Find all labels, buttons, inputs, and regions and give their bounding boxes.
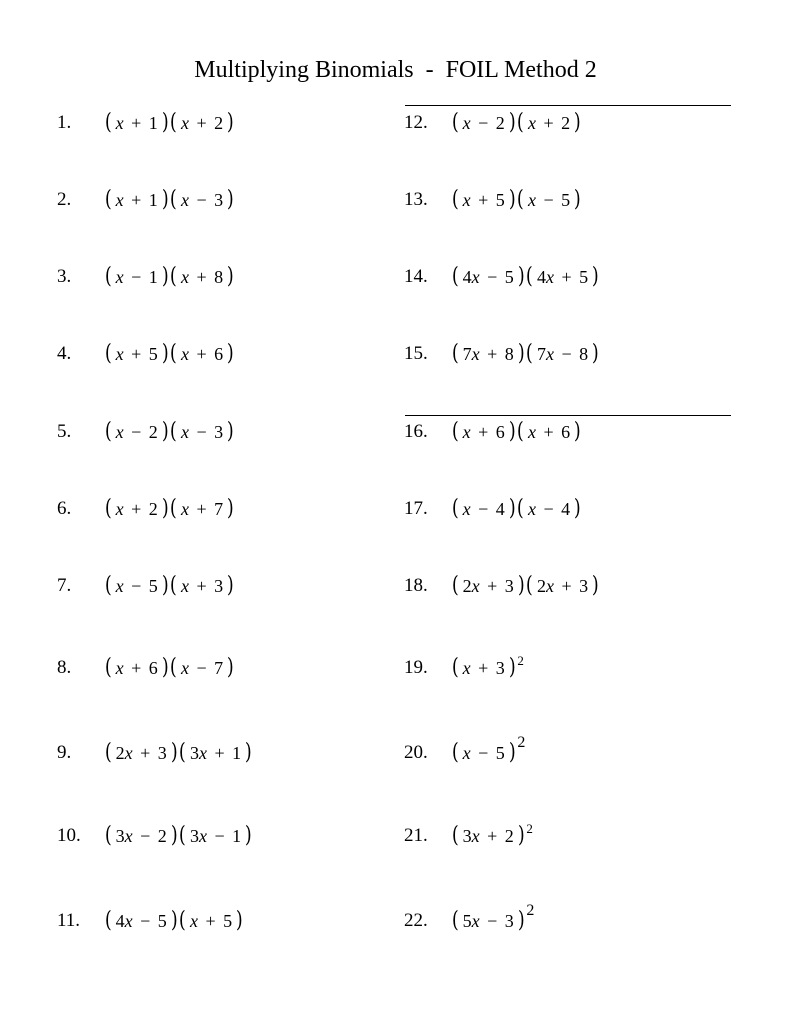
close-paren: ) [226, 341, 234, 366]
factor-text: x + 7 [180, 499, 224, 519]
binomial-expression [104, 906, 244, 936]
exponent: 2 [526, 902, 535, 919]
page-title: Multiplying Binomials - FOIL Method 2 [194, 57, 597, 83]
factor-text: 4x − 5 [115, 911, 167, 931]
problem-number: 16. [404, 421, 428, 442]
open-paren: ( [170, 573, 178, 598]
factor-text: x + 6 [462, 422, 505, 442]
close-paren: ) [161, 419, 169, 444]
factor-text: x + 6 [180, 344, 224, 364]
close-paren: ) [517, 823, 525, 848]
open-paren: ( [526, 341, 534, 366]
problem-number: 17. [404, 498, 428, 519]
problem-number: 9. [57, 742, 72, 763]
factor-text: x − 2 [115, 422, 158, 442]
problem-item [57, 653, 377, 683]
close-paren: ) [226, 655, 234, 680]
open-paren: ( [517, 187, 525, 212]
factor-text: 7x − 8 [536, 344, 589, 364]
binomial-expression [104, 571, 235, 601]
binomial-expression [451, 571, 600, 601]
factor-text: x − 4 [527, 499, 571, 519]
binomial-expression [104, 339, 235, 369]
factor-text: x + 1 [115, 113, 158, 133]
open-paren: ( [104, 496, 112, 521]
close-paren: ) [161, 110, 169, 135]
open-paren: ( [104, 419, 112, 444]
problem-number: 4. [57, 343, 72, 364]
problem-number: 8. [57, 657, 72, 678]
binomial-expression [104, 417, 235, 447]
close-paren: ) [226, 496, 234, 521]
open-paren: ( [104, 341, 112, 366]
binomial-expression [451, 108, 582, 138]
close-paren: ) [573, 496, 581, 521]
factor-text: 7x + 8 [462, 344, 514, 364]
open-paren: ( [170, 496, 178, 521]
open-paren: ( [104, 573, 112, 598]
binomial-expression [451, 653, 524, 683]
close-paren: ) [226, 419, 234, 444]
factor-text: x + 5 [115, 344, 158, 364]
exponent: 2 [517, 734, 526, 751]
factor-text: x − 4 [462, 499, 505, 519]
factor-text: 3x + 2 [462, 826, 514, 846]
open-paren: ( [451, 740, 459, 765]
close-paren: ) [573, 110, 581, 135]
factor-text: 3x + 1 [189, 743, 242, 763]
open-paren: ( [170, 264, 178, 289]
binomial-expression [104, 185, 235, 215]
open-paren: ( [170, 341, 178, 366]
close-paren: ) [226, 110, 234, 135]
close-paren: ) [517, 908, 525, 933]
factor-text: 2x + 3 [115, 743, 167, 763]
problem-number: 1. [57, 112, 72, 133]
factor-text: x + 2 [115, 499, 158, 519]
open-paren: ( [451, 496, 459, 521]
problem-item [404, 571, 724, 601]
close-paren: ) [161, 264, 169, 289]
problem-item [404, 653, 724, 683]
close-paren: ) [161, 187, 169, 212]
factor-text: 2x + 3 [462, 576, 514, 596]
open-paren: ( [170, 419, 178, 444]
problem-number: 19. [404, 657, 428, 678]
binomial-expression [104, 262, 235, 292]
close-paren: ) [508, 187, 516, 212]
open-paren: ( [104, 264, 112, 289]
close-paren: ) [517, 573, 525, 598]
factor-text: x − 3 [180, 422, 224, 442]
open-paren: ( [170, 110, 178, 135]
problem-number: 22. [404, 910, 428, 931]
factor-text: x − 3 [180, 190, 224, 210]
close-paren: ) [591, 573, 599, 598]
close-paren: ) [161, 341, 169, 366]
factor-text: x + 1 [115, 190, 158, 210]
problem-number: 21. [404, 825, 428, 846]
close-paren: ) [508, 740, 516, 765]
open-paren: ( [451, 823, 459, 848]
factor-text: x − 5 [527, 190, 571, 210]
binomial-expression [104, 821, 253, 851]
open-paren: ( [517, 496, 525, 521]
factor-text: x − 1 [115, 267, 158, 287]
binomial-expression [104, 494, 235, 524]
factor-text: x − 2 [462, 113, 505, 133]
problem-number: 15. [404, 343, 428, 364]
factor-text: x + 6 [527, 422, 571, 442]
close-paren: ) [517, 264, 525, 289]
problem-number: 10. [57, 825, 81, 846]
open-paren: ( [104, 110, 112, 135]
open-paren: ( [451, 655, 459, 680]
problem-number: 2. [57, 189, 72, 210]
open-paren: ( [170, 187, 178, 212]
binomial-expression [104, 653, 235, 683]
open-paren: ( [451, 908, 459, 933]
problem-item [404, 902, 724, 936]
close-paren: ) [508, 110, 516, 135]
problem-number: 20. [404, 742, 428, 763]
binomial-expression [451, 185, 582, 215]
exponent: 2 [517, 652, 524, 668]
problem-number: 13. [404, 189, 428, 210]
factor-text: x − 5 [462, 743, 505, 763]
problem-number: 5. [57, 421, 72, 442]
binomial-expression [451, 734, 526, 768]
close-paren: ) [226, 187, 234, 212]
open-paren: ( [179, 823, 187, 848]
factor-text: 3x − 2 [115, 826, 167, 846]
open-paren: ( [451, 341, 459, 366]
problem-item [57, 108, 377, 138]
problem-item [57, 185, 377, 215]
problem-item [57, 417, 377, 447]
problem-item [57, 738, 377, 768]
factor-text: x + 8 [180, 267, 224, 287]
open-paren: ( [451, 264, 459, 289]
close-paren: ) [508, 655, 516, 680]
factor-text: x + 5 [462, 190, 505, 210]
binomial-expression [451, 417, 582, 447]
close-paren: ) [170, 823, 178, 848]
close-paren: ) [591, 341, 599, 366]
problem-number: 14. [404, 266, 428, 287]
open-paren: ( [526, 264, 534, 289]
close-paren: ) [161, 496, 169, 521]
factor-text: 4x + 5 [536, 267, 589, 287]
binomial-expression [104, 738, 253, 768]
problem-number: 12. [404, 112, 428, 133]
close-paren: ) [508, 496, 516, 521]
problem-item [404, 417, 724, 447]
open-paren: ( [517, 110, 525, 135]
factor-text: x − 7 [180, 658, 224, 678]
factor-text: x + 3 [462, 658, 505, 678]
factor-text: x + 6 [115, 658, 158, 678]
close-paren: ) [170, 908, 178, 933]
exponent: 2 [526, 820, 533, 836]
divider-line [405, 105, 731, 106]
problem-number: 7. [57, 575, 72, 596]
close-paren: ) [226, 264, 234, 289]
binomial-expression [451, 902, 535, 936]
close-paren: ) [161, 655, 169, 680]
factor-text: x + 2 [180, 113, 224, 133]
problem-item [404, 821, 724, 851]
problem-item [57, 339, 377, 369]
open-paren: ( [179, 908, 187, 933]
open-paren: ( [451, 573, 459, 598]
problem-item [404, 494, 724, 524]
factor-text: 5x − 3 [462, 911, 514, 931]
open-paren: ( [517, 419, 525, 444]
open-paren: ( [179, 740, 187, 765]
close-paren: ) [573, 187, 581, 212]
factor-text: 4x − 5 [462, 267, 514, 287]
factor-text: x + 3 [180, 576, 224, 596]
problem-number: 3. [57, 266, 72, 287]
open-paren: ( [451, 110, 459, 135]
close-paren: ) [161, 573, 169, 598]
problem-item [57, 571, 377, 601]
problem-item [57, 494, 377, 524]
binomial-expression [451, 494, 582, 524]
open-paren: ( [451, 419, 459, 444]
open-paren: ( [104, 655, 112, 680]
problem-number: 18. [404, 575, 428, 596]
close-paren: ) [517, 341, 525, 366]
problem-item [404, 339, 724, 369]
close-paren: ) [573, 419, 581, 444]
factor-text: x + 2 [527, 113, 571, 133]
close-paren: ) [244, 823, 252, 848]
problem-item [404, 185, 724, 215]
close-paren: ) [244, 740, 252, 765]
factor-text: x − 5 [115, 576, 158, 596]
close-paren: ) [235, 908, 243, 933]
divider-line [405, 415, 731, 416]
factor-text: 3x − 1 [189, 826, 242, 846]
problem-number: 6. [57, 498, 72, 519]
open-paren: ( [170, 655, 178, 680]
open-paren: ( [104, 740, 112, 765]
open-paren: ( [104, 908, 112, 933]
factor-text: x + 5 [189, 911, 233, 931]
problem-item [57, 821, 377, 851]
binomial-expression [451, 262, 600, 292]
factor-text: 2x + 3 [536, 576, 589, 596]
open-paren: ( [451, 187, 459, 212]
problem-number: 11. [57, 910, 81, 931]
problem-item [404, 108, 724, 138]
problem-item [57, 906, 377, 936]
binomial-expression [451, 821, 533, 851]
problem-item [57, 262, 377, 292]
open-paren: ( [526, 573, 534, 598]
problem-item [404, 262, 724, 292]
open-paren: ( [104, 187, 112, 212]
close-paren: ) [226, 573, 234, 598]
binomial-expression [451, 339, 600, 369]
close-paren: ) [508, 419, 516, 444]
problem-item [404, 734, 724, 768]
binomial-expression [104, 108, 235, 138]
open-paren: ( [104, 823, 112, 848]
close-paren: ) [170, 740, 178, 765]
close-paren: ) [591, 264, 599, 289]
